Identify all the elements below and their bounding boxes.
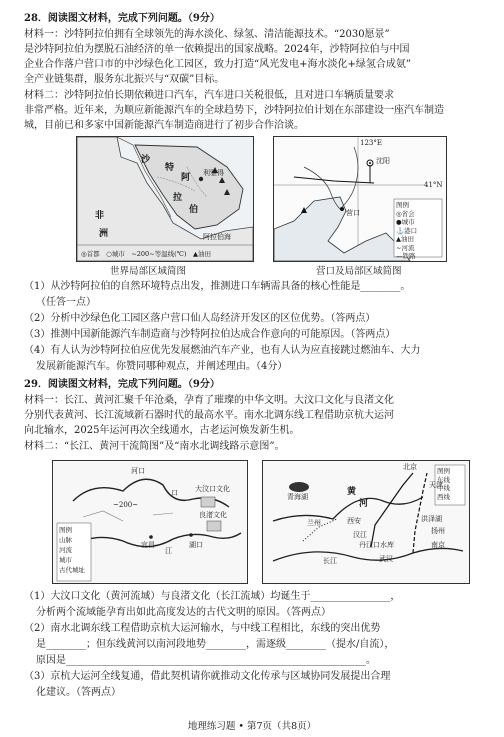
map3-legend-title: 图例 xyxy=(59,526,72,534)
map3-legend-ancient-city: 古代城址 xyxy=(59,566,85,574)
water-diversion-map xyxy=(262,460,470,584)
label-yingkou: 营口 xyxy=(346,209,360,217)
map3-legend xyxy=(59,525,85,575)
q29-subq1-line2: 分析两个流域能孕育出如此高度发达的古代文明的原因。（答两点） xyxy=(36,607,331,618)
label-nanjing: 南京 xyxy=(431,541,445,549)
q28-title: 28．阅读图文材料，完成下列问题。（9分） xyxy=(24,13,220,24)
q29-material1-line2: 分别代表黄河、长江流域新石器时代的最高水平。南水北调东线工程借助京杭大运河 xyxy=(24,410,394,421)
label-hanjiang: 汉江 xyxy=(353,531,367,539)
world-region-map xyxy=(76,136,254,262)
label-bo: 伯 xyxy=(189,205,199,215)
label-kou: 口 xyxy=(171,489,178,497)
q29-subq2-line1: （2）南水北调东线工程借助京杭大运河输水，与中线工程相比，东线的突出优势 xyxy=(24,623,381,634)
label-qinghai-lake: 青海湖 xyxy=(287,493,308,501)
label-hekou: 河口 xyxy=(131,467,145,475)
q28-material1-line4: 全产业链集群，服务东北振兴与“双碳”目标。 xyxy=(24,74,225,85)
label-hukou: 湖口 xyxy=(189,541,203,549)
map2-legend-title: 图例 xyxy=(396,201,409,209)
map2-caption: 营口及局部区域简图 xyxy=(316,266,402,277)
label-lat-41: 41°N xyxy=(424,181,443,189)
label-tianjin: 天津 xyxy=(429,481,443,489)
label-te: 特 xyxy=(165,163,175,173)
q29-material1-line3: 向北输水，2025年运河再次全线通水，古老运河焕发新生机。 xyxy=(24,425,300,436)
label-lon-123: 123°E xyxy=(360,139,382,147)
q29-subq3-line1: （3）京杭大运河全线复通，借此契机请你就推动文化传承与区域协同发展提出合理 xyxy=(24,671,391,682)
label-jiang: 江 xyxy=(165,547,172,555)
map4-legend-east: 东线 xyxy=(437,475,450,484)
q29-subq3-line2: 化建议。（答两点） xyxy=(36,687,121,698)
map2-legend-oilfield: ▲油田 xyxy=(396,235,414,243)
label-huang: 黄 xyxy=(347,487,357,497)
q28-material2-line1: 材料二：沙特阿拉伯长期依赖进口汽车，汽车进口关税很低，且对进口车辆质量要求 xyxy=(24,90,394,101)
label-riyadh: 利雅得 xyxy=(203,169,224,177)
label-shenyang: 沈阳 xyxy=(376,157,390,165)
label-wuhan: 武汉 xyxy=(379,555,393,563)
map3-legend-city: 城市 xyxy=(59,556,72,564)
map2-legend xyxy=(396,201,417,261)
label-yangzhou: 扬州 xyxy=(431,527,445,535)
label-beijing: 北京 xyxy=(403,463,417,471)
map2-legend-river: ~河流 xyxy=(396,243,415,252)
q29-material1-line1: 材料一：长江、黄河汇聚千年沧桑，孕育了璀璨的中华文明。大汶口文化与良渚文化 xyxy=(24,395,394,406)
label-hongze: 洪泽湖 xyxy=(421,515,442,523)
label-liangzhu: 良渚文化 xyxy=(199,511,227,519)
page-footer: 地理练习题 • 第7页（共8页） xyxy=(187,721,317,732)
q29-subq1-line1: （1）大汶口文化（黄河流域）与良渚文化（长江流域）均诞生于________________， xyxy=(24,591,401,602)
yingkou-map-drawing xyxy=(274,137,446,261)
q28-subq1-line2: （任答一点） xyxy=(36,297,96,308)
map1-caption: 世界局部区域简图 xyxy=(110,266,187,277)
label-he: 河 xyxy=(359,499,369,509)
q28-subq4-line2: 发展新能源汽车。你赞同哪种观点，并阐述理由。（4分） xyxy=(36,361,288,372)
q28-material2-line2: 非常严格。近年来，为顺应新能源汽车的全球趋势下，沙特阿拉伯计划在东部建设一座汽车制造 xyxy=(24,105,444,116)
map4-legend-middle: 中线 xyxy=(437,484,450,492)
q29-subq2-line3: 原因是____________________________________________________________。 xyxy=(36,655,376,666)
label-arabian-sea: 阿拉伯海 xyxy=(203,233,231,241)
map4-legend-title: 图例 xyxy=(437,467,450,475)
label-la: 拉 xyxy=(173,193,183,203)
q29-material2: 材料二：“长江、黄河干流简图”及“南水北调线路示意图”。 xyxy=(24,441,285,452)
world-region-map-drawing xyxy=(77,137,253,261)
q28-subq3: （3）推测中国新能源汽车制造商与沙特阿拉伯达成合作意向的可能原因。（答两点） xyxy=(24,329,396,340)
map2-legend-port: ⚓港口 xyxy=(396,226,418,235)
q28-material1-line1: 材料一：沙特阿拉伯拥有全球领先的海水淡化、绿氢、清洁能源技术。“2030愿景” xyxy=(24,29,390,40)
label-lanzhou: 兰州 xyxy=(307,519,321,527)
map1-legend: ◎首都 ○城市 ~200~等温线(℃) ▲油田 xyxy=(81,250,211,258)
q29-title: 29．阅读图文材料，完成下列问题。（9分） xyxy=(24,379,220,390)
map4-legend xyxy=(437,467,450,501)
map3-legend-mountain: 山脉 xyxy=(59,536,72,544)
q28-subq2: （2）分析中沙绿色化工园区落户营口仙人岛经济开发区的区位优势。（答两点） xyxy=(24,313,376,324)
q28-subq1-line1: （1）从沙特阿拉伯的自然环境特点出发，推测进口车辆需具备的核心性能是________。 xyxy=(24,281,411,292)
q28-material2-line3: 城，目前已和多家中国新能源汽车制造商进行了初步合作洽谈。 xyxy=(24,120,304,131)
label-changjiang: 长江 xyxy=(323,557,337,565)
label-contour-200: ~200~ xyxy=(113,501,139,509)
map2-legend-capital: ◎省会 xyxy=(396,209,415,218)
label-zhou: 洲 xyxy=(99,229,109,239)
q29-subq2-line2: 是________；但东线黄河以南河段地势________，需逐级________（提水/自流）， xyxy=(36,639,395,650)
label-a: 阿 xyxy=(181,173,191,183)
map3-legend-river: 河流 xyxy=(59,546,72,554)
label-xian: 西安 xyxy=(347,517,361,525)
map4-legend-west: 西线 xyxy=(437,492,450,501)
label-fei: 非 xyxy=(95,211,105,221)
label-yichang: 宜昌 xyxy=(141,541,155,549)
label-dawenkou: 大汶口文化 xyxy=(195,485,230,493)
label-danjiangkou: 丹江口水库 xyxy=(359,541,394,549)
map2-legend-railway: —铁路 xyxy=(396,252,416,260)
q28-material1-line3: 企业合作落户营口市的中沙绿色化工园区，致力打造“风光发电+海水淡化+绿氢合成氨” xyxy=(24,59,411,70)
map2-legend-city: ●城市 xyxy=(396,218,415,226)
q28-material1-line2: 是沙特阿拉伯为摆脱石油经济的单一依赖提出的国家战略。2024年，沙特阿拉伯与中国 xyxy=(24,44,410,55)
q28-subq4-line1: （4）有人认为沙特阿拉伯应优先发展燃油汽车产业，也有人认为应直接跳过燃油车、大力 xyxy=(24,345,421,356)
yingkou-map xyxy=(273,136,447,262)
rivers-map xyxy=(52,460,248,584)
label-sha: 沙 xyxy=(141,155,151,165)
